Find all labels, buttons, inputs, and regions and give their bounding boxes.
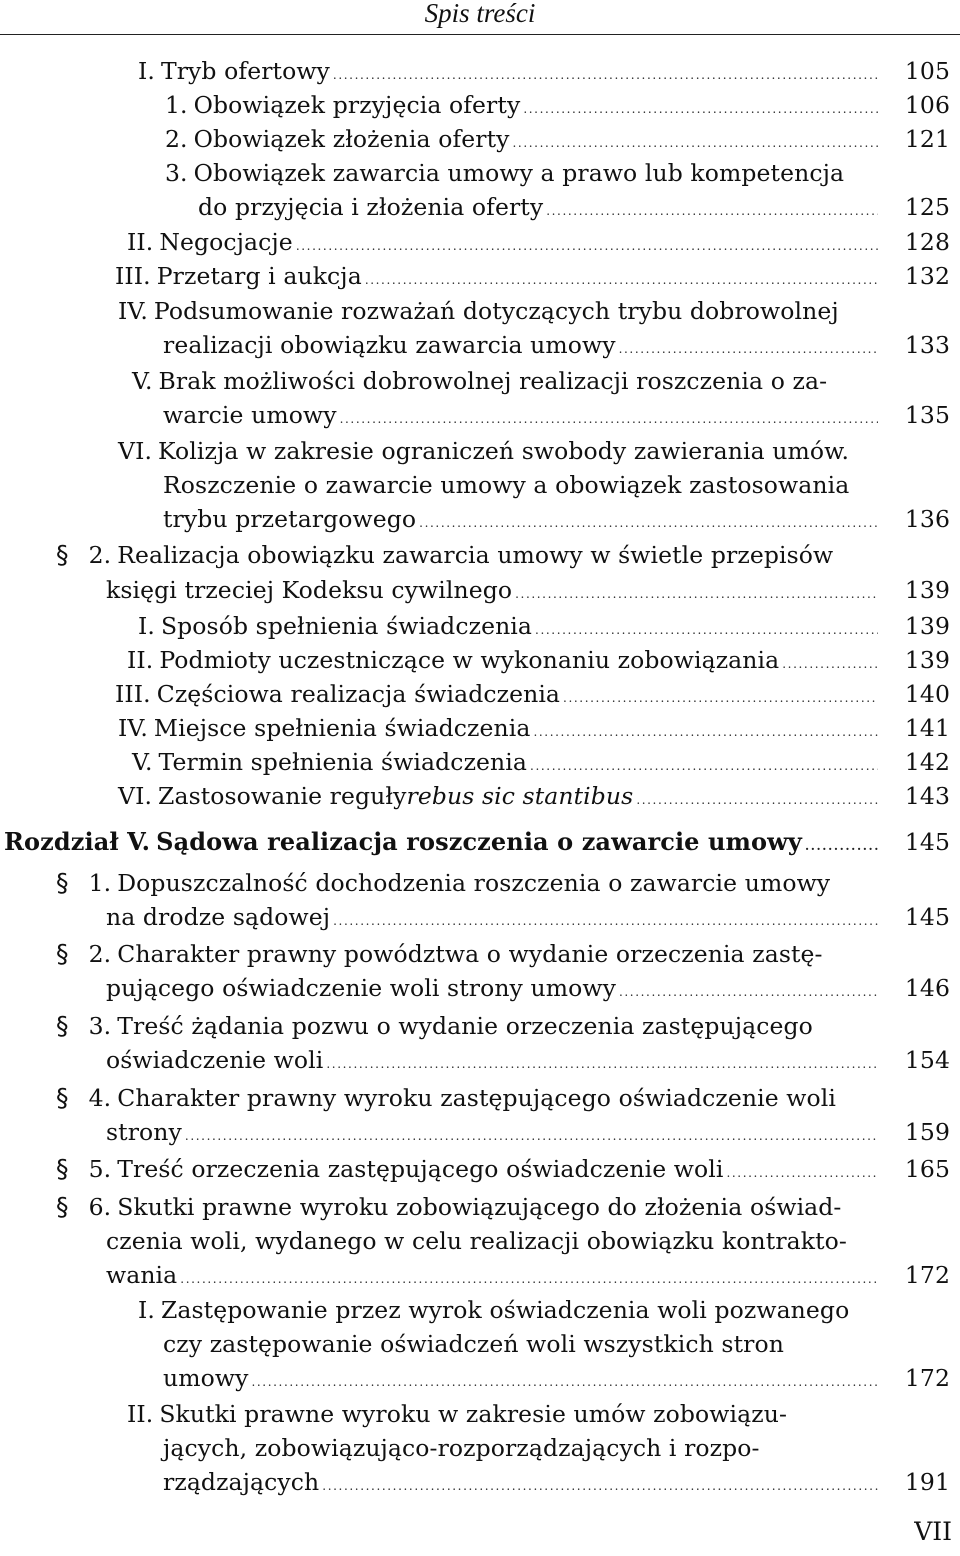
page-number: VII <box>914 1517 952 1546</box>
entry-page-number: 106 <box>904 91 950 119</box>
leader-dots <box>515 577 878 611</box>
entry-title-continued: realizacji obowiązku zawarcia umowy <box>163 331 616 359</box>
entry-number: V. <box>132 367 153 395</box>
toc-line <box>127 225 960 263</box>
leader-dots <box>530 749 878 783</box>
leader-dots <box>523 92 878 126</box>
leader-dots <box>513 126 879 160</box>
leader-dots <box>185 1119 878 1153</box>
entry-page-number: 165 <box>904 1155 950 1183</box>
entry-page-number: 142 <box>904 748 950 776</box>
entry-title: Skutki prawne wyroku w zakresie umów zobowiązu- <box>159 1400 787 1428</box>
toc-line <box>106 900 960 938</box>
section-sign: § <box>56 540 69 569</box>
entry-number: 3. <box>88 1012 112 1040</box>
entry-title: Podsumowanie rozważań dotyczących trybu dobrowolnej <box>153 297 839 325</box>
toc-line <box>165 122 960 160</box>
entry-title: Charakter prawny wyroku zastępującego oświadczenie woli <box>117 1084 836 1112</box>
toc-line <box>106 1043 960 1081</box>
toc-line <box>56 937 823 971</box>
section-sign: § <box>56 1154 69 1183</box>
toc-line <box>165 156 844 190</box>
entry-title: Skutki prawne wyroku zobowiązującego do złożenia oświad- <box>117 1193 842 1221</box>
entry-page-number: 121 <box>904 125 950 153</box>
toc-line <box>127 643 960 681</box>
entry-page-number: 136 <box>904 505 950 533</box>
leader-dots <box>296 229 878 263</box>
entry-number: 2. <box>88 940 112 968</box>
leader-dots <box>546 194 878 228</box>
entry-number: III. <box>115 680 151 708</box>
entry-title: Treść żądania pozwu o wydanie orzeczenia zastępującego <box>117 1012 813 1040</box>
toc-line <box>56 1190 841 1224</box>
entry-title: Tryb ofertowy <box>160 57 330 85</box>
entry-title: Treść orzeczenia zastępującego oświadczenie woli <box>117 1155 724 1183</box>
leader-dots <box>180 1262 878 1296</box>
entry-number: I. <box>138 1296 155 1324</box>
entry-page-number: 139 <box>904 612 950 640</box>
toc-line <box>163 468 849 502</box>
entry-number: II. <box>127 228 154 256</box>
toc-line <box>4 825 960 863</box>
toc-line <box>163 1327 784 1361</box>
leader-dots <box>326 1047 878 1081</box>
entry-page-number: 145 <box>904 903 950 931</box>
toc-line <box>132 745 960 783</box>
toc-line <box>165 88 960 126</box>
leader-dots <box>333 58 878 92</box>
entry-title-continued: strony <box>106 1118 182 1146</box>
entry-page-number: 145 <box>904 828 950 856</box>
leader-dots <box>619 975 878 1009</box>
leader-dots <box>340 402 878 436</box>
toc-line <box>106 1258 960 1296</box>
entry-title-continued: czenia woli, wydanego w celu realizacji obowiązku kontrakto- <box>106 1227 847 1255</box>
leader-dots <box>533 715 878 749</box>
entry-number: 2. <box>88 541 112 569</box>
entry-title-continued: rządzających <box>163 1468 320 1496</box>
entry-title-continued: czy zastępowanie oświadczeń woli wszystkich stron <box>163 1330 784 1358</box>
entry-number: I. <box>138 612 155 640</box>
entry-title: Dopuszczalność dochodzenia roszczenia o zawarcie umowy <box>117 869 831 897</box>
leader-dots <box>619 332 878 366</box>
entry-page-number: 139 <box>904 576 950 604</box>
section-sign: § <box>56 1011 69 1040</box>
leader-dots <box>535 613 878 647</box>
toc-line <box>132 364 827 398</box>
entry-title: Przetarg i aukcja <box>156 262 362 290</box>
toc-line <box>56 1009 813 1043</box>
entry-title: Zastosowanie reguły <box>158 782 407 810</box>
toc-line <box>106 1115 960 1153</box>
entry-number: 1. <box>165 91 188 119</box>
entry-page-number: 172 <box>904 1364 950 1392</box>
entry-number: 4. <box>88 1084 112 1112</box>
entry-number: II. <box>127 646 154 674</box>
leader-dots <box>419 506 878 540</box>
entry-title-continued: pującego oświadczenie woli strony umowy <box>106 974 616 1002</box>
entry-number: V. <box>132 748 153 776</box>
entry-title: Sposób spełnienia świadczenia <box>160 612 533 640</box>
chapter-title: Sądowa realizacja roszczenia o zawarcie umowy <box>156 827 802 856</box>
toc-line <box>163 1465 960 1503</box>
leader-dots <box>805 829 878 863</box>
entry-number: VI. <box>118 782 153 810</box>
entry-title-continued: trybu przetargowego <box>163 505 417 533</box>
entry-title: Obowiązek przyjęcia oferty <box>193 91 521 119</box>
entry-number: 6. <box>88 1193 112 1221</box>
entry-title: Obowiązek zawarcia umowy a prawo lub kompetencja <box>193 159 845 187</box>
entry-page-number: 132 <box>904 262 950 290</box>
entry-number: II. <box>127 1400 154 1428</box>
entry-number: 2. <box>165 125 188 153</box>
entry-page-number: 128 <box>904 228 950 256</box>
leader-dots <box>636 783 878 817</box>
section-sign: § <box>56 1083 69 1112</box>
toc-line <box>163 1361 960 1399</box>
entry-title: Obowiązek złożenia oferty <box>193 125 510 153</box>
entry-number: 5. <box>88 1155 112 1183</box>
toc-line <box>56 1152 960 1190</box>
leader-dots <box>322 1469 878 1503</box>
chapter-number: Rozdział V. <box>4 827 151 856</box>
toc-line <box>106 573 960 611</box>
leader-dots <box>726 1156 878 1190</box>
toc-line <box>118 294 839 328</box>
toc-line <box>106 1224 847 1258</box>
entry-title-continued: warcie umowy <box>163 401 337 429</box>
entry-page-number: 146 <box>904 974 950 1002</box>
section-sign: § <box>56 868 69 897</box>
entry-page-number: 159 <box>904 1118 950 1146</box>
toc-line <box>138 1293 849 1327</box>
entry-title: Kolizja w zakresie ograniczeń swobody zawierania umów. <box>158 437 850 465</box>
entry-number: 3. <box>165 159 188 187</box>
toc-line <box>118 711 960 749</box>
entry-title: Realizacja obowiązku zawarcia umowy w świetle przepisów <box>117 541 834 569</box>
entry-title: Zastępowanie przez wyrok oświadczenia woli pozwanego <box>160 1296 850 1324</box>
toc-line <box>115 259 960 297</box>
toc-line <box>115 677 960 715</box>
entry-number: 1. <box>88 869 112 897</box>
entry-title-continued: wania <box>106 1261 178 1289</box>
entry-number: IV. <box>118 714 148 742</box>
entry-page-number: 139 <box>904 646 950 674</box>
entry-page-number: 143 <box>904 782 950 810</box>
entry-title-continued: oświadczenie woli <box>106 1046 324 1074</box>
entry-page-number: 172 <box>904 1261 950 1289</box>
toc-line <box>118 434 849 468</box>
leader-dots <box>782 647 878 681</box>
entry-title-continued: do przyjęcia i złożenia oferty <box>198 193 544 221</box>
toc-line <box>118 779 960 817</box>
entry-title: Negocjacje <box>159 228 293 256</box>
toc-line <box>163 398 960 436</box>
entry-number: VI. <box>118 437 153 465</box>
toc-line <box>56 538 833 572</box>
leader-dots <box>365 263 878 297</box>
leader-dots <box>333 904 878 938</box>
leader-dots <box>251 1365 878 1399</box>
entry-title-italic: rebus sic stantibus <box>406 782 634 810</box>
leader-dots <box>563 681 878 715</box>
entry-page-number: 191 <box>904 1468 950 1496</box>
toc-line <box>56 866 830 900</box>
section-sign: § <box>56 1192 69 1221</box>
toc-line <box>106 971 960 1009</box>
entry-title: Brak możliwości dobrowolnej realizacji roszczenia o za- <box>158 367 828 395</box>
toc-line <box>138 54 960 92</box>
header-title: Spis treści <box>424 0 536 28</box>
entry-title-continued: jących, zobowiązująco-rozporządzających i rozpo- <box>163 1434 760 1462</box>
entry-number: III. <box>115 262 151 290</box>
entry-page-number: 105 <box>904 57 950 85</box>
toc-line <box>127 1397 787 1431</box>
toc-line <box>163 502 960 540</box>
entry-number: I. <box>138 57 155 85</box>
entry-page-number: 141 <box>904 714 950 742</box>
entry-title: Miejsce spełnienia świadczenia <box>153 714 531 742</box>
toc-line <box>56 1081 836 1115</box>
entry-page-number: 154 <box>904 1046 950 1074</box>
toc-line <box>198 190 960 228</box>
entry-title-continued: na drodze sądowej <box>106 903 331 931</box>
toc-line <box>138 609 960 647</box>
toc-line <box>163 1431 760 1465</box>
entry-page-number: 140 <box>904 680 950 708</box>
entry-title: Podmioty uczestniczące w wykonaniu zobowiązania <box>159 646 780 674</box>
section-sign: § <box>56 939 69 968</box>
entry-page-number: 133 <box>904 331 950 359</box>
entry-title: Charakter prawny powództwa o wydanie orzeczenia zastę- <box>117 940 823 968</box>
entry-title-continued: Roszczenie o zawarcie umowy a obowiązek zastosowania <box>163 471 850 499</box>
entry-page-number: 135 <box>904 401 950 429</box>
entry-title-continued: umowy <box>163 1364 249 1392</box>
entry-title-continued: księgi trzeciej Kodeksu cywilnego <box>106 576 513 604</box>
entry-title: Termin spełnienia świadczenia <box>158 748 528 776</box>
entry-number: IV. <box>118 297 148 325</box>
toc-line <box>163 328 960 366</box>
entry-page-number: 125 <box>904 193 950 221</box>
entry-title: Częściowa realizacja świadczenia <box>156 680 561 708</box>
